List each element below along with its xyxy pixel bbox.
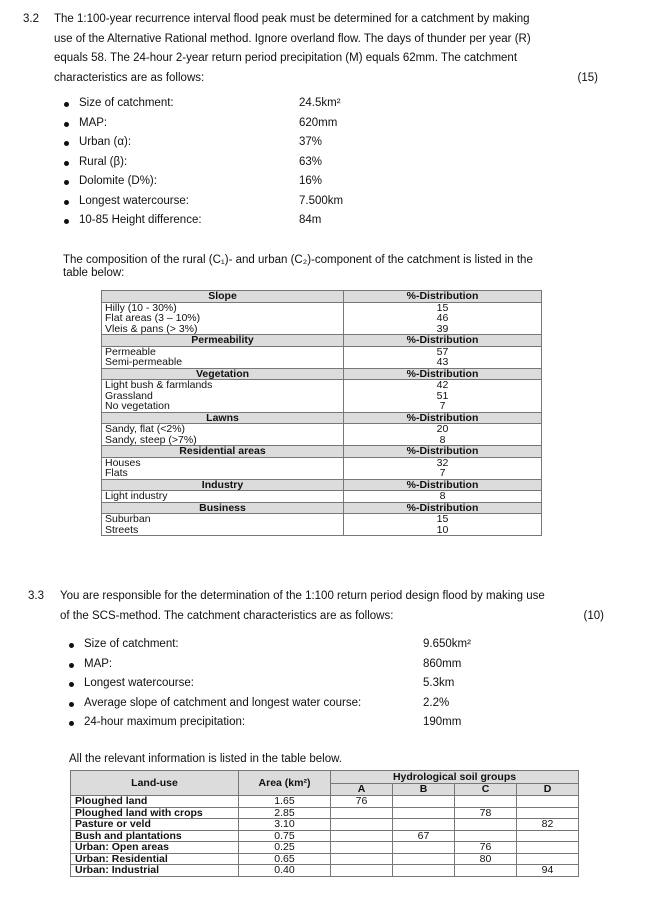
curve-number-cell: [393, 853, 455, 865]
row-label: Vleis & pans (> 3%): [102, 324, 344, 335]
distribution-header: %-Distribution: [344, 335, 542, 347]
question-line-last: [54, 69, 615, 89]
curve-number-cell: 94: [517, 865, 579, 877]
table-row: [71, 830, 579, 842]
landuse-cell: Ploughed land: [71, 796, 239, 808]
table-intro-3-2: The composition of the rural (C₁)- and urban (C₂)-component of the catchment is listed in the table below:: [63, 254, 533, 279]
curve-number-cell: [517, 830, 579, 842]
row-label: Hilly (10 - 30%): [102, 302, 344, 313]
list-item: MAP: 860mm: [69, 655, 489, 675]
landuse-cell: Urban: Residential: [71, 853, 239, 865]
section-header: Permeability: [102, 335, 344, 347]
question-line: equals 58. The 24-hour 2-year return period precipitation (M) equals 62mm. The catchment: [54, 52, 518, 64]
table-row: [102, 525, 542, 536]
row-label: No vegetation: [102, 401, 344, 412]
question-line: The 1:100-year recurrence interval flood peak must be determined for a catchment by making: [54, 13, 530, 25]
section-header: Lawns: [102, 412, 344, 424]
curve-number-cell: [517, 807, 579, 819]
bullet-icon: [64, 180, 69, 185]
distribution-header: %-Distribution: [344, 291, 542, 303]
table-row: [102, 424, 542, 435]
question-3-3-text: [60, 587, 620, 626]
row-value: 51: [344, 391, 542, 402]
curve-number-cell: [331, 807, 393, 819]
section-header: Slope: [102, 291, 344, 303]
row-label: Flats: [102, 468, 344, 479]
row-label: Permeable: [102, 346, 344, 357]
section-header: Industry: [102, 479, 344, 491]
curve-number-cell: 67: [393, 830, 455, 842]
list-item: MAP: 620mm: [64, 114, 384, 134]
row-label: Houses: [102, 457, 344, 468]
marks-3-3: (10): [583, 609, 604, 622]
landuse-cell: Bush and plantations: [71, 830, 239, 842]
list-item: Dolomite (D%): 16%: [64, 172, 384, 192]
curve-number-cell: [393, 865, 455, 877]
table-row: [102, 457, 542, 468]
bullet-icon: [64, 102, 69, 107]
row-value: 8: [344, 435, 542, 446]
composition-table: [101, 290, 542, 536]
landuse-cell: Ploughed land with crops: [71, 807, 239, 819]
bullet-icon: [69, 663, 74, 668]
distribution-header: %-Distribution: [344, 446, 542, 458]
landuse-table: [70, 770, 579, 877]
curve-number-cell: 82: [517, 819, 579, 831]
row-label: Grassland: [102, 391, 344, 402]
bullet-icon: [64, 161, 69, 166]
row-value: 39: [344, 324, 542, 335]
curve-number-cell: [331, 842, 393, 854]
catchment-characteristics-3-2: [64, 94, 384, 231]
row-value: 46: [344, 313, 542, 324]
row-value: 8: [344, 491, 542, 503]
row-value: 32: [344, 457, 542, 468]
row-label: Semi-permeable: [102, 357, 344, 368]
bullet-icon: [69, 643, 74, 648]
table-row: [71, 819, 579, 831]
curve-number-cell: 80: [455, 853, 517, 865]
table-row: [102, 313, 542, 324]
col-header-soil-groups: Hydrological soil groups: [331, 771, 579, 784]
row-label: Sandy, steep (>7%): [102, 435, 344, 446]
curve-number-cell: 76: [455, 842, 517, 854]
list-item: Longest watercourse: 5.3km: [69, 674, 489, 694]
curve-number-cell: [393, 807, 455, 819]
table-row: [102, 514, 542, 525]
curve-number-cell: [517, 796, 579, 808]
section-header: Business: [102, 502, 344, 514]
row-label: Light bush & farmlands: [102, 380, 344, 391]
question-number-3-3: 3.3: [28, 590, 44, 602]
curve-number-cell: [331, 853, 393, 865]
distribution-header: %-Distribution: [344, 502, 542, 514]
row-label: Sandy, flat (<2%): [102, 424, 344, 435]
col-header-group: C: [455, 783, 517, 796]
row-value: 7: [344, 468, 542, 479]
curve-number-cell: [393, 819, 455, 831]
landuse-cell: Urban: Open areas: [71, 842, 239, 854]
question-line: characteristics are as follows:: [54, 71, 205, 84]
section-header: Vegetation: [102, 368, 344, 380]
bullet-icon: [64, 122, 69, 127]
col-header-landuse: Land-use: [71, 771, 239, 796]
area-cell: 1.65: [239, 796, 331, 808]
row-value: 42: [344, 380, 542, 391]
row-value: 43: [344, 357, 542, 368]
table-row: [102, 435, 542, 446]
row-value: 15: [344, 302, 542, 313]
bullet-icon: [64, 200, 69, 205]
list-item: Rural (β): 63%: [64, 153, 384, 173]
curve-number-cell: 78: [455, 807, 517, 819]
row-value: 15: [344, 514, 542, 525]
list-item: 24-hour maximum precipitation: 190mm: [69, 713, 489, 733]
list-item: Size of catchment: 24.5km²: [64, 94, 384, 114]
list-item: 10-85 Height difference: 84m: [64, 211, 384, 231]
question-number-3-2: 3.2: [23, 13, 39, 25]
bullet-icon: [64, 219, 69, 224]
curve-number-cell: [517, 842, 579, 854]
col-header-group: D: [517, 783, 579, 796]
row-value: 57: [344, 346, 542, 357]
table-row: [71, 853, 579, 865]
row-value: 7: [344, 401, 542, 412]
bullet-icon: [69, 721, 74, 726]
table-intro-3-3: All the relevant information is listed in the table below.: [69, 753, 342, 765]
area-cell: 3.10: [239, 819, 331, 831]
curve-number-cell: 76: [331, 796, 393, 808]
row-label: Flat areas (3 – 10%): [102, 313, 344, 324]
row-value: 20: [344, 424, 542, 435]
question-line-last: [60, 607, 620, 627]
question-line: You are responsible for the determination of the 1:100 return period design flood by making use: [60, 590, 545, 602]
table-row: [71, 807, 579, 819]
landuse-cell: Urban: Industrial: [71, 865, 239, 877]
curve-number-cell: [455, 796, 517, 808]
landuse-cell: Pasture or veld: [71, 819, 239, 831]
row-label: Light industry: [102, 491, 344, 503]
distribution-header: %-Distribution: [344, 479, 542, 491]
question-3-2-text: [54, 10, 615, 88]
curve-number-cell: [393, 796, 455, 808]
table-row: [71, 842, 579, 854]
col-header-group: B: [393, 783, 455, 796]
curve-number-cell: [517, 853, 579, 865]
table-row: [102, 380, 542, 391]
area-cell: 0.40: [239, 865, 331, 877]
col-header-area: Area (km²): [239, 771, 331, 796]
distribution-header: %-Distribution: [344, 368, 542, 380]
list-item: Longest watercourse: 7.500km: [64, 192, 384, 212]
list-item: Average slope of catchment and longest water course: 2.2%: [69, 694, 489, 714]
marks-3-2: (15): [577, 71, 598, 84]
bullet-icon: [64, 141, 69, 146]
table-row: [102, 357, 542, 368]
col-header-group: A: [331, 783, 393, 796]
question-line: use of the Alternative Rational method. Ignore overland flow. The days of thunder per year (R): [54, 32, 531, 45]
area-cell: 0.25: [239, 842, 331, 854]
area-cell: 2.85: [239, 807, 331, 819]
question-line: of the SCS-method. The catchment characteristics are as follows:: [60, 609, 394, 622]
table-row: [71, 796, 579, 808]
curve-number-cell: [455, 819, 517, 831]
curve-number-cell: [393, 842, 455, 854]
curve-number-cell: [455, 865, 517, 877]
area-cell: 0.75: [239, 830, 331, 842]
distribution-header: %-Distribution: [344, 412, 542, 424]
catchment-characteristics-3-3: [69, 635, 489, 733]
bullet-icon: [69, 702, 74, 707]
list-item: Size of catchment: 9.650km²: [69, 635, 489, 655]
area-cell: 0.65: [239, 853, 331, 865]
row-label: Streets: [102, 525, 344, 536]
table-row: [71, 865, 579, 877]
bullet-icon: [69, 682, 74, 687]
list-item: Urban (α): 37%: [64, 133, 384, 153]
table-row: [102, 468, 542, 479]
table-row: [102, 491, 542, 503]
row-label: Suburban: [102, 514, 344, 525]
table-row: [102, 324, 542, 335]
curve-number-cell: [455, 830, 517, 842]
row-value: 10: [344, 525, 542, 536]
table-row: [102, 401, 542, 412]
curve-number-cell: [331, 830, 393, 842]
section-header: Residential areas: [102, 446, 344, 458]
curve-number-cell: [331, 819, 393, 831]
curve-number-cell: [331, 865, 393, 877]
